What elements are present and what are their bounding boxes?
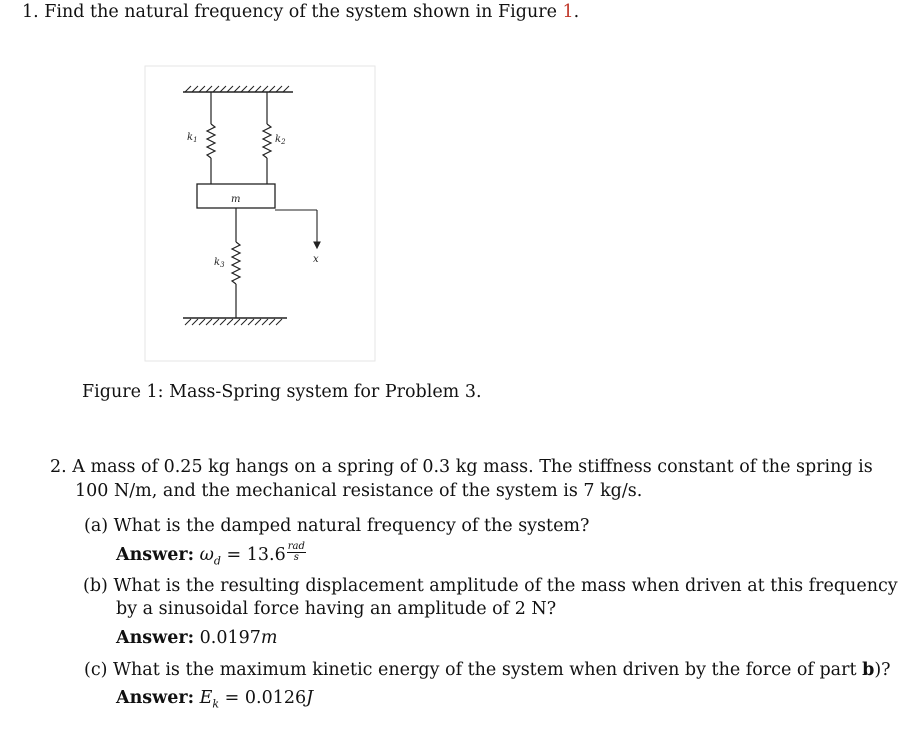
figure-frame bbox=[145, 66, 375, 361]
problem-2-line-2: 100 N/m, and the mechanical resistance of the system is 7 kg/s. bbox=[75, 481, 643, 501]
label-k2: $k_2$ bbox=[275, 134, 286, 146]
figure-reference-link[interactable]: 1 bbox=[562, 2, 574, 22]
part-a-answer-label: Answer: bbox=[116, 545, 195, 565]
label-k1: $k_1$ bbox=[187, 132, 198, 144]
label-mass: m bbox=[231, 194, 241, 205]
mass-spring-figure bbox=[145, 66, 375, 361]
part-a-label: (a) bbox=[84, 516, 109, 536]
part-c-answer-unit: J bbox=[306, 688, 314, 708]
part-a-answer bbox=[116, 541, 306, 568]
problem-1 bbox=[22, 2, 579, 22]
part-c-answer bbox=[116, 688, 313, 711]
part-a-answer-value: = 13.6 bbox=[220, 545, 286, 565]
part-c-label: (c) bbox=[84, 660, 108, 680]
label-k3: $k_3$ bbox=[214, 257, 225, 269]
part-a-answer-sub: d bbox=[213, 554, 221, 568]
part-c-text-bold: b bbox=[862, 660, 875, 680]
part-b-question-line-2: by a sinusoidal force having an amplitude of 2 N? bbox=[116, 599, 557, 619]
part-b-text-1: What is the resulting displacement amplitude of the mass when driven at this frequency bbox=[113, 576, 898, 596]
part-c-text: What is the maximum kinetic energy of the system when driven by the force of part bbox=[113, 660, 863, 680]
part-c-answer-sub: k bbox=[212, 697, 220, 711]
problem-1-number: 1. bbox=[22, 2, 39, 22]
part-b-answer-unit: m bbox=[260, 628, 278, 648]
part-a-answer-symbol: ω bbox=[199, 545, 214, 565]
part-a-question bbox=[84, 516, 589, 536]
part-c-answer-label: Answer: bbox=[116, 688, 195, 708]
problem-1-text: Find the natural frequency of the system shown in Figure bbox=[44, 2, 557, 22]
part-a-answer-unit: $\frac{\text{rad}}{s}$ bbox=[287, 541, 305, 563]
part-c-answer-symbol: E bbox=[199, 688, 213, 708]
part-b-answer-value: 0.0197 bbox=[199, 628, 261, 648]
part-b-answer bbox=[116, 628, 277, 648]
figure-caption: Figure 1: Mass-Spring system for Problem 3. bbox=[82, 382, 482, 402]
problem-1-period: . bbox=[573, 2, 580, 22]
part-c-answer-value: = 0.0126 bbox=[219, 688, 307, 708]
part-b-question-line-1 bbox=[83, 576, 898, 596]
problem-2-text-1: A mass of 0.25 kg hangs on a spring of 0.3 kg mass. The stiffness constant of the spring is bbox=[72, 457, 873, 477]
problem-2-line-1 bbox=[50, 457, 873, 477]
part-b-label: (b) bbox=[83, 576, 108, 596]
part-c-text-end: )? bbox=[874, 660, 891, 680]
part-b-answer-label: Answer: bbox=[116, 628, 195, 648]
problem-2-number: 2. bbox=[50, 457, 67, 477]
part-c-question bbox=[84, 660, 891, 680]
part-a-text: What is the damped natural frequency of the system? bbox=[113, 516, 590, 536]
label-displacement: x bbox=[313, 254, 319, 265]
